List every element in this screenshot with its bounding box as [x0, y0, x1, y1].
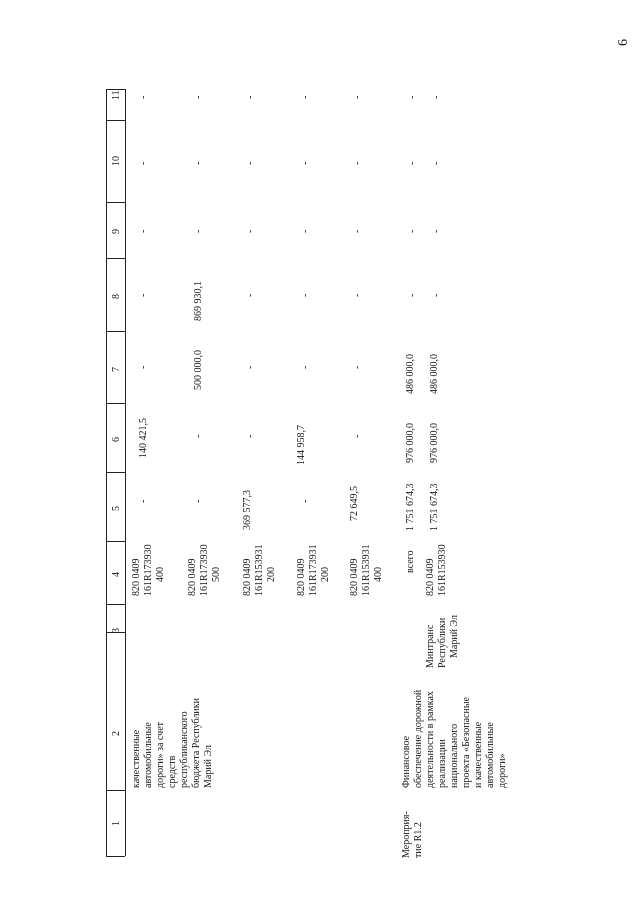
cell-value: -: [193, 161, 204, 165]
cell-value: -: [431, 95, 442, 99]
table-line: [106, 856, 125, 857]
cell-value: -: [300, 499, 311, 503]
cell-value: -: [352, 293, 363, 297]
cell-value: 140 421,5: [138, 418, 149, 458]
table-line: [106, 403, 125, 404]
budget-code: 820 0409 161R173930 400: [131, 544, 166, 596]
budget-code: всего: [405, 550, 416, 573]
cell-value: 144 958,7: [296, 425, 307, 465]
header-col-5: 5: [111, 506, 122, 511]
header-col-7: 7: [111, 367, 122, 372]
continuation-description: качественные автомобильные дороги» за счет средств республиканского бюджета Республики Марий Эл: [131, 698, 214, 788]
cell-value: -: [138, 229, 149, 233]
cell-value: -: [352, 161, 363, 165]
cell-value: -: [352, 365, 363, 369]
cell-value: -: [407, 161, 418, 165]
table-line: [106, 331, 125, 332]
cell-value: -: [138, 95, 149, 99]
budget-code: 820 0409 161R153931 200: [242, 544, 277, 596]
cell-value: 1 751 674,3: [429, 483, 440, 531]
cell-value: -: [138, 499, 149, 503]
table-line: [106, 790, 125, 791]
cell-value: 369 577,3: [242, 490, 253, 530]
cell-value: -: [407, 95, 418, 99]
cell-value: -: [300, 229, 311, 233]
table-line: [106, 541, 125, 542]
cell-value: -: [245, 434, 256, 438]
cell-value: -: [300, 365, 311, 369]
header-col-4: 4: [111, 572, 122, 577]
cell-value: 976 000,0: [429, 423, 440, 463]
cell-value: 869 930,1: [193, 281, 204, 321]
budget-code: 820 0409 161R173930 500: [187, 544, 222, 596]
budget-code: 820 0409 161R153930: [425, 544, 448, 596]
cell-value: -: [431, 293, 442, 297]
responsible-executor: Минтранс Республики Марий Эл: [425, 615, 460, 668]
cell-value: -: [407, 229, 418, 233]
table-line: [106, 120, 125, 121]
table-line: [106, 472, 125, 473]
cell-value: -: [138, 161, 149, 165]
cell-value: -: [352, 434, 363, 438]
cell-value: -: [193, 434, 204, 438]
header-col-11: 11: [111, 90, 122, 100]
measure-number: Мероприя- тие R1.2: [401, 811, 424, 858]
header-col-8: 8: [111, 294, 122, 299]
cell-value: -: [300, 293, 311, 297]
cell-value: -: [138, 365, 149, 369]
budget-code: 820 0409 161R153931 400: [349, 544, 384, 596]
cell-value: -: [245, 161, 256, 165]
cell-value: -: [138, 293, 149, 297]
cell-value: -: [245, 365, 256, 369]
header-col-9: 9: [111, 229, 122, 234]
budget-code: 820 0409 161R173931 200: [296, 544, 331, 596]
cell-value: 72 649,5: [349, 486, 360, 521]
cell-value: -: [431, 161, 442, 165]
cell-value: -: [300, 95, 311, 99]
cell-value: 486 000,0: [429, 354, 440, 394]
header-col-6: 6: [111, 437, 122, 442]
cell-value: -: [193, 229, 204, 233]
cell-value: -: [245, 293, 256, 297]
cell-value: -: [352, 95, 363, 99]
cell-value: 486 000,0: [405, 354, 416, 394]
cell-value: -: [193, 499, 204, 503]
cell-value: -: [300, 161, 311, 165]
cell-value: -: [245, 95, 256, 99]
table-line: [106, 258, 125, 259]
cell-value: 500 000,0: [193, 350, 204, 390]
cell-value: -: [193, 95, 204, 99]
cell-value: -: [431, 229, 442, 233]
header-col-2: 2: [111, 731, 122, 736]
cell-value: -: [352, 229, 363, 233]
table-line: [125, 89, 126, 856]
header-col-10: 10: [111, 156, 122, 166]
cell-value: -: [245, 229, 256, 233]
header-col-1: 1: [111, 821, 122, 826]
table-line: [106, 202, 125, 203]
cell-value: 976 000,0: [405, 423, 416, 463]
cell-value: -: [407, 293, 418, 297]
table-line: [106, 604, 125, 605]
cell-value: 1 751 674,3: [405, 483, 416, 531]
page-number: 6: [616, 39, 631, 46]
measure-description: Финансовое обеспечение дорожной деятельности в рамках реализации национального проекта «Безопасные и качественные автомобильные дороги»: [401, 689, 508, 788]
header-col-3: 3: [111, 628, 122, 633]
